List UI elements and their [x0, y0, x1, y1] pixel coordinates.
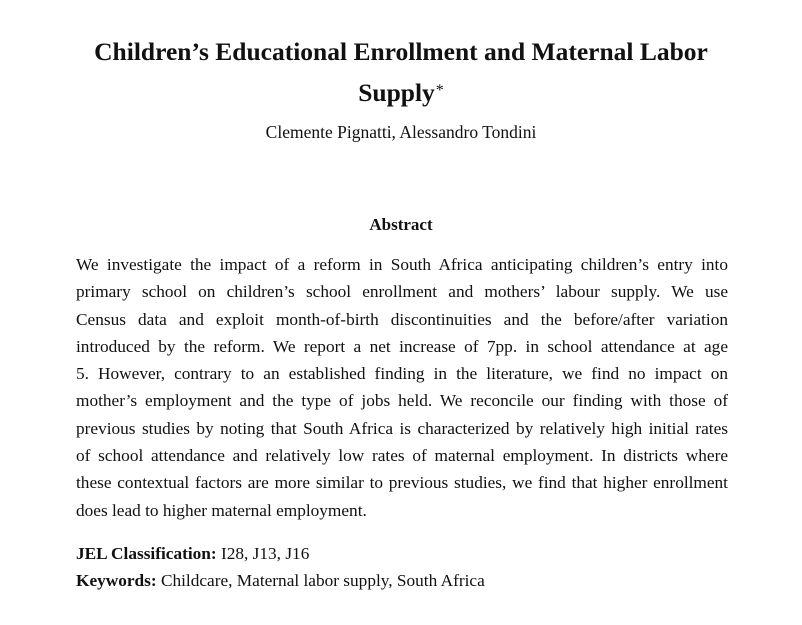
- title-footnote-marker[interactable]: *: [435, 82, 444, 99]
- abstract-line: of school attendance and relatively low rates of maternal employment. In districts where: [76, 446, 728, 466]
- abstract-line: does lead to higher maternal employment.: [76, 500, 367, 520]
- jel-value: I28, J13, J16: [221, 544, 310, 563]
- abstract-line: primary school on children’s school enrollment and mothers’ labour supply. We use: [76, 282, 728, 302]
- jel-label: JEL Classification:: [76, 544, 217, 563]
- paper-metadata: [76, 540, 485, 594]
- abstract-line: mother’s employment and the type of jobs held. We reconcile our finding with those of: [76, 391, 728, 411]
- abstract-line: We investigate the impact of a reform in South Africa anticipating children’s entry into: [76, 255, 728, 274]
- paper-title: [60, 31, 742, 113]
- abstract-line: introduced by the reform. We report a net increase of 7pp. in school attendance at age: [76, 336, 728, 356]
- jel-classification: [76, 540, 485, 567]
- abstract-line: previous studies by noting that South Africa is characterized by relatively high initial rates: [76, 418, 728, 438]
- abstract-body: [76, 251, 728, 524]
- paper-authors: Clemente Pignatti, Alessandro Tondini: [265, 122, 537, 142]
- keywords-label: Keywords:: [76, 571, 157, 590]
- abstract-heading: Abstract: [369, 215, 433, 234]
- abstract-line: these contextual factors are more similar to previous studies, we find that higher enrollment: [76, 473, 728, 493]
- paper-title-line-1: Children’s Educational Enrollment and Maternal Labor: [94, 37, 708, 66]
- abstract-line: 5. However, contrary to an established finding in the literature, we find no impact on: [76, 364, 728, 384]
- abstract-line: Census data and exploit month-of-birth discontinuities and the before/after variation: [76, 309, 728, 329]
- keywords: [76, 567, 485, 594]
- paper-title-line-2: Supply: [358, 78, 435, 107]
- keywords-value: Childcare, Maternal labor supply, South Africa: [160, 571, 485, 590]
